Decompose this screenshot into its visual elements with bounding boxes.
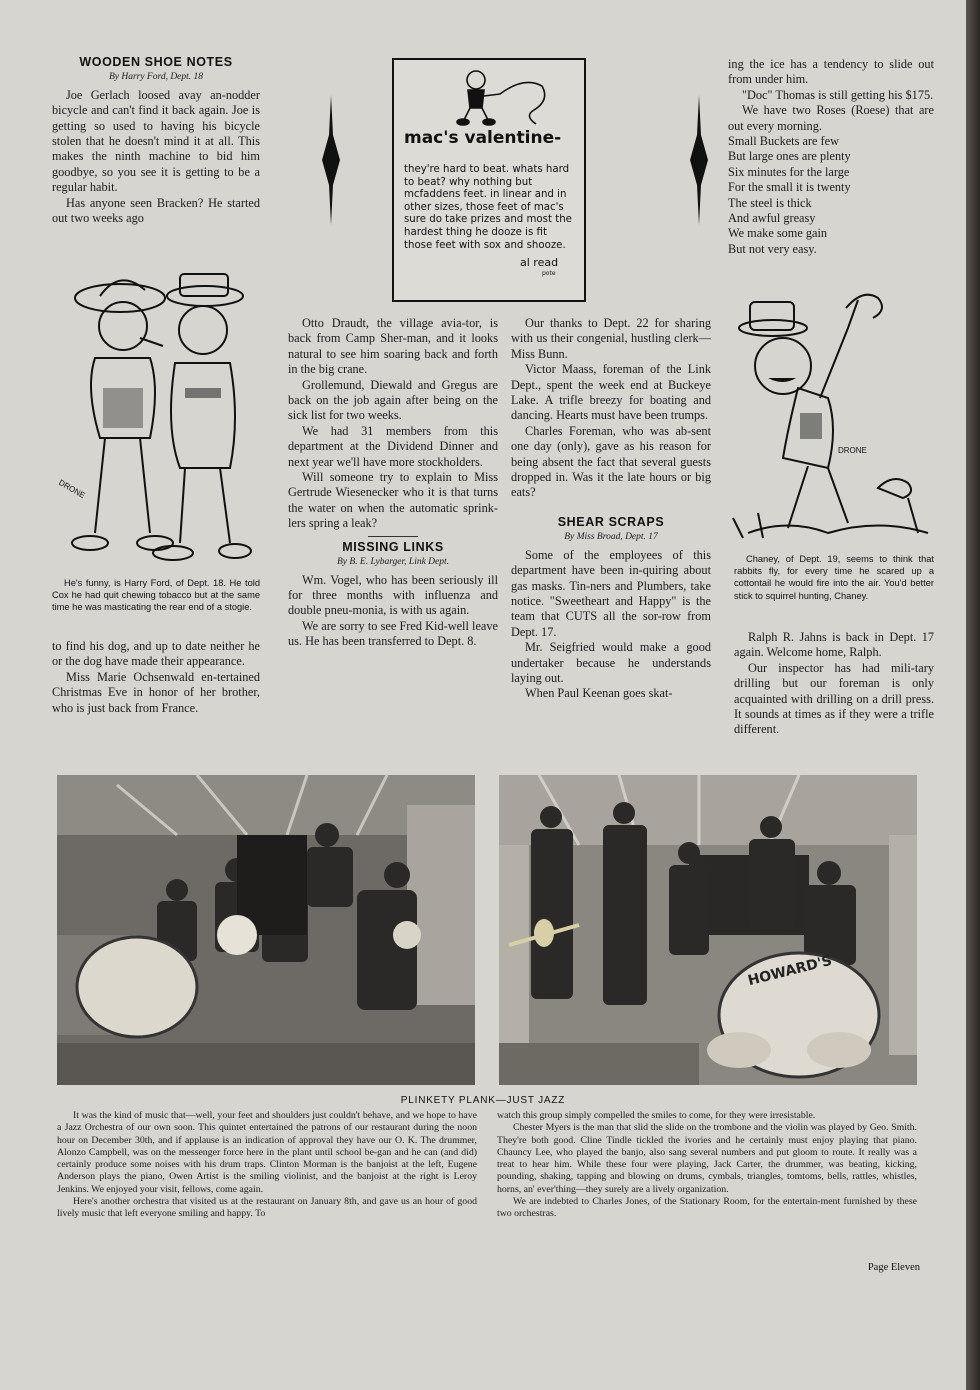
paragraph: We are sorry to see Fred Kid-well leave us. He has been transferred to Dept. 8. xyxy=(288,618,498,649)
paragraph: Some of the employees of this department have been in-quiring about gas masks. Tin-ners and Plumbers, take notice. "Sweetheart and Happy" is the team that CUTS all the sor-row from Dept. 17. xyxy=(511,547,711,639)
column-4 xyxy=(728,57,934,257)
poem-line: We make some gain xyxy=(728,226,828,241)
paragraph: We have two Roses (Roese) that are out every morning. xyxy=(728,103,934,133)
jazz-quintet-photo xyxy=(57,775,475,1085)
page-number: Page Eleven xyxy=(867,1262,920,1273)
byline-lybarger: By B. E. Lybarger, Link Dept. xyxy=(336,557,450,568)
poem-line: But large ones are plenty xyxy=(728,149,851,164)
paragraph: When Paul Keenan goes skat- xyxy=(525,686,673,701)
paragraph: watch this group simply compelled the smiles to come, for they were irresistable. xyxy=(497,1110,816,1121)
paragraph: Has anyone seen Bracken? He started out two weeks ago xyxy=(52,195,260,226)
paragraph: Otto Draudt, the village avia-tor, is back from Camp Sher-man, and it looks natural to see him soaring back and forth in the big crane. xyxy=(288,316,498,377)
paragraph: Will someone try to explain to Miss Gertrude Wiesenecker who it is that turns the water on when the automatic sprink-lers spring a leak? xyxy=(288,470,498,531)
poem-line: Six minutes for the large xyxy=(728,164,850,179)
byline-miss-broad: By Miss Broad, Dept. 17 xyxy=(564,532,658,543)
column-4-continuation xyxy=(734,630,934,738)
paragraph: We are indebted to Charles Jones, of the Stationary Room, for the entertain-ment furnished by these two orchestras. xyxy=(497,1196,917,1220)
paragraph: Our inspector has had mili-tary drilling but our foreman is only acquainted with drilling on a drill press. It sounds at times as if they were a trifle different. xyxy=(734,660,934,737)
cartoon-signature: DRONE xyxy=(838,446,867,455)
heading-shear-scraps: SHEAR SCRAPS xyxy=(557,514,665,529)
valentine-text: they're hard to beat. whats hard to beat? why nothing but mcfaddens feet. in linear and in other sizes, those feet of mac's sure do take prizes and most the hardest thing he dooze is fit those feet with sox and shooze. xyxy=(404,164,572,251)
paragraph: to find his dog, and up to date neither he or the dog have made their appearance. xyxy=(52,639,260,669)
paragraph: ing the ice has a tendency to slide out from under him. xyxy=(728,57,934,87)
divider xyxy=(368,536,418,537)
howards-orchestra-photo xyxy=(499,775,917,1085)
poem-line: Small Buckets are few xyxy=(728,134,839,149)
cartoon-two-men-illustration xyxy=(55,268,260,568)
paragraph: Grollemund, Diewald and Gregus are back on the job again after being on the sick list for two weeks. xyxy=(288,377,498,423)
paragraph: Here's another orchestra that visited us at the restaurant on January 8th, and gave us an hour of good lively music that left everyone smiling and happy. To xyxy=(57,1196,477,1220)
paragraph: It was the kind of music that—well, your feet and shoulders just couldn't behave, and we hope to have a Jazz Orchestra of our own soon. This quintet entertained the patrons of our restaurant during the noon hour on December 30th, and if applause is an indication of approval they have our O. K. The drummer, Alonzo Campbell, was on the messenger force here in the plant until school be-gan and he can (and did) certainly produce some noises with his drum traps. Clinton Morman is the banjoist at the left, Eugene Anderson plays the piano, Owen Artist is the smiling violinist, and the banjoist at the right is Leroy Jenkins. We enjoyed your visit, fellows, come again. xyxy=(57,1110,477,1195)
caption-chaney xyxy=(734,553,934,602)
bottom-right-text xyxy=(497,1110,917,1221)
column-wooden-shoe-notes xyxy=(52,55,260,226)
paragraph: Chester Myers is the man that slid the slide on the trombone and the violin was played by Geo. Smith. They're both good. Cline Tindle tickled the ivories and he certainly must enjoy playing that piano. Chauncy Lee, who played the banjo, also sang several numbers and put gloom to route. It really was a treat to hear him. While these four were playing, Jack Carter, the drummer, was beating, kicking, pounding, shaking, tapping and blowing on drums, cymbals, triangles, tomtoms, bells, rattles, whistles, horns, an' ever'thing—they surely are a lively organization. xyxy=(497,1122,917,1195)
left-ornament xyxy=(320,95,342,225)
cartoon-chaney-hunter-illustration xyxy=(728,288,938,543)
paragraph: Joe Gerlach loosed avay an-nodder bicycle and can't find it back again. Joe is getting so used to having his bicycle stolen that he doesn't mind it at all. This makes the ninth machine to bid him goodbye, so you see it is getting to be a regular habit. xyxy=(52,87,260,195)
caption-harry-ford xyxy=(52,577,260,614)
byline-harry-ford: By Harry Ford, Dept. 18 xyxy=(108,72,204,83)
valentine-signature-note: pote xyxy=(542,270,556,277)
valentine-signature: al read xyxy=(520,256,559,269)
paragraph: Mr. Seigfried would make a good undertaker because he understands laying out. xyxy=(511,640,711,685)
paragraph: Ralph R. Jahns is back in Dept. 17 again. Welcome home, Ralph. xyxy=(734,630,934,660)
photo-caption-title: PLINKETY PLANK—JUST JAZZ xyxy=(400,1095,566,1106)
heading-wooden-shoe-notes: WOODEN SHOE NOTES xyxy=(79,55,233,69)
caption-text: He's funny, is Harry Ford, of Dept. 18. He told Cox he had quit chewing tobacco but at the same time he was masticating the rear end of a stogie. xyxy=(52,578,260,613)
poem-line: And awful greasy xyxy=(728,211,816,226)
right-ornament xyxy=(688,95,710,225)
poem-line: For the small it is twenty xyxy=(728,180,851,195)
poem-line: But not very easy. xyxy=(728,241,817,256)
valentine-figure-illustration xyxy=(454,66,564,128)
paragraph: Miss Marie Ochsenwald en-tertained Christmas Eve in honor of her brother, who is just back from France. xyxy=(52,669,260,715)
paragraph: Charles Foreman, who was ab-sent one day (only), gave as his reason for being absent the fact that several guests dropped in. Was it the late hours or big eats? xyxy=(511,423,711,500)
column-2 xyxy=(288,316,498,650)
paragraph: Victor Maass, foreman of the Link Dept., spent the week end at Buckeye Lake. A trifle breezy for boating and dancing. Hearts must have been trumps. xyxy=(511,362,711,423)
macs-valentine-box xyxy=(392,58,586,302)
column-3 xyxy=(511,316,711,702)
column-1-continuation xyxy=(52,639,260,716)
heading-missing-links: MISSING LINKS xyxy=(342,539,444,554)
paragraph: "Doc" Thomas is still getting his $175. xyxy=(742,87,934,102)
drum-label: HOWARD'S xyxy=(746,952,834,990)
paragraph: Our thanks to Dept. 22 for sharing with us their congenial, hustling clerk—Miss Bunn. xyxy=(511,316,711,361)
paragraph: Wm. Vogel, who has been seriously ill for three months with influenza and double pneu-monia, is with us again. xyxy=(288,572,498,618)
cartoon-signature: DRONE xyxy=(57,477,87,501)
valentine-title: mac's valentine- xyxy=(404,128,562,148)
poem-line: The steel is thick xyxy=(728,195,812,210)
paragraph: We had 31 members from this department at the Dividend Dinner and next year we'll have more stockholders. xyxy=(288,423,498,469)
bottom-left-text xyxy=(57,1110,477,1221)
caption-text: Chaney, of Dept. 19, seems to think that rabbits fly, for every time he scared up a cottontail he would fire into the air. You'd better stick to squirrel hunting, Chaney. xyxy=(734,554,934,601)
binding-edge xyxy=(966,0,980,1390)
